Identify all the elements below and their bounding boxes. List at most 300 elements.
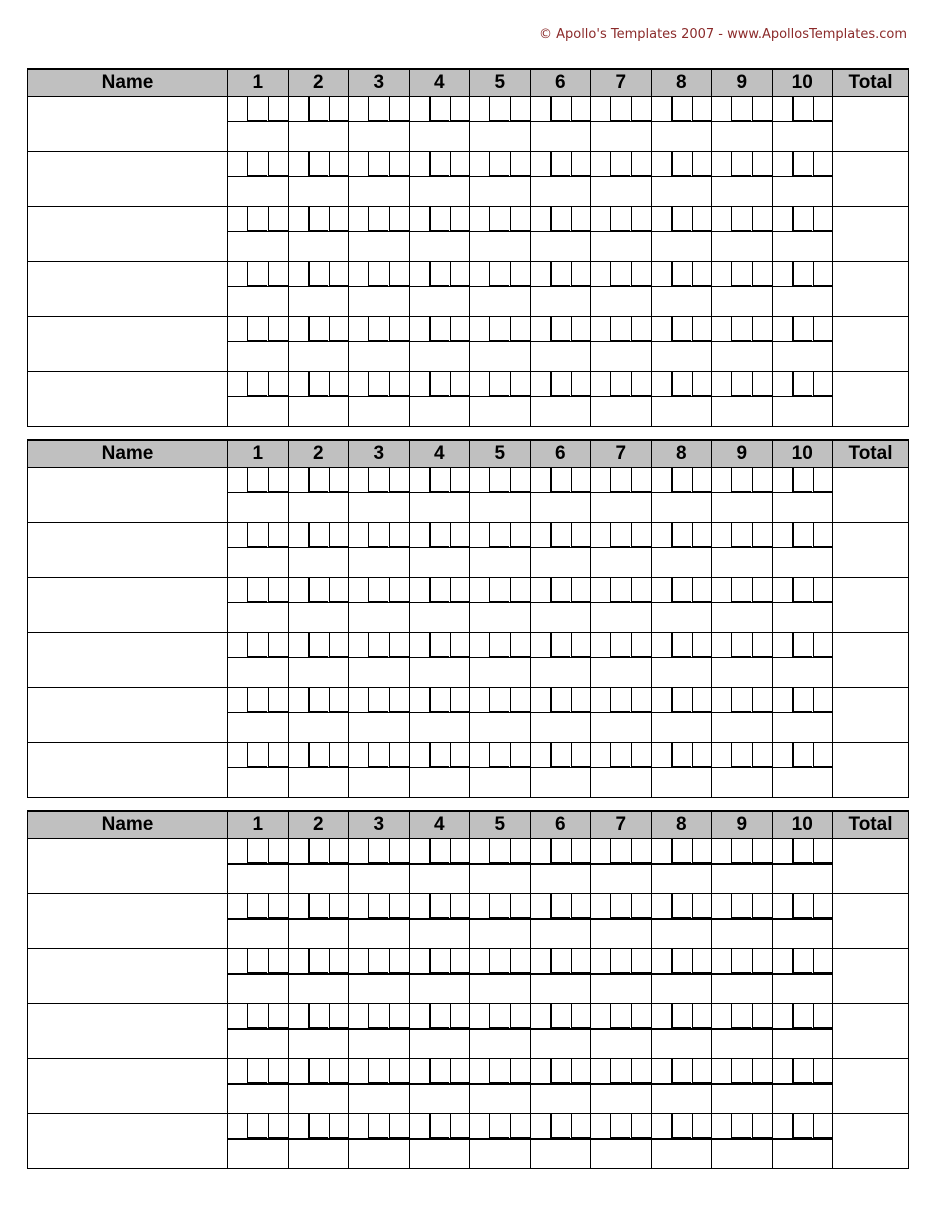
player-name-cell[interactable]	[28, 949, 228, 1004]
second-ball-box[interactable]	[329, 1004, 349, 1028]
first-ball-box[interactable]	[308, 1059, 328, 1083]
first-ball-box[interactable]	[247, 743, 267, 767]
second-ball-box[interactable]	[752, 1114, 772, 1138]
first-ball-box[interactable]	[550, 949, 570, 973]
second-ball-box[interactable]	[571, 152, 591, 176]
first-ball-box[interactable]	[731, 1004, 751, 1028]
first-ball-box[interactable]	[550, 633, 570, 657]
second-ball-box[interactable]	[692, 372, 712, 396]
first-ball-box[interactable]	[489, 949, 509, 973]
first-ball-box[interactable]	[368, 317, 388, 341]
second-ball-box[interactable]	[752, 152, 772, 176]
second-ball-box[interactable]	[692, 1114, 712, 1138]
second-ball-box[interactable]	[631, 207, 651, 231]
first-ball-box[interactable]	[550, 578, 570, 602]
total-score-cell[interactable]	[833, 1114, 909, 1169]
first-ball-box[interactable]	[429, 1004, 449, 1028]
first-ball-box[interactable]	[247, 152, 267, 176]
first-ball-box[interactable]	[247, 633, 267, 657]
second-ball-box[interactable]	[752, 578, 772, 602]
second-ball-box[interactable]	[268, 1004, 288, 1028]
total-score-cell[interactable]	[833, 688, 909, 743]
second-ball-box[interactable]	[450, 688, 470, 712]
second-ball-box[interactable]	[450, 894, 470, 918]
first-ball-box[interactable]	[671, 97, 691, 121]
first-ball-box[interactable]	[368, 633, 388, 657]
second-ball-box[interactable]	[329, 152, 349, 176]
total-score-cell[interactable]	[833, 152, 909, 207]
first-ball-box[interactable]	[792, 1059, 812, 1083]
first-ball-box[interactable]	[429, 839, 449, 863]
first-ball-box[interactable]	[368, 262, 388, 286]
first-ball-box[interactable]	[731, 152, 751, 176]
first-ball-box[interactable]	[308, 523, 328, 547]
first-ball-box[interactable]	[792, 262, 812, 286]
second-ball-box[interactable]	[510, 1114, 530, 1138]
first-ball-box[interactable]	[308, 688, 328, 712]
second-ball-box[interactable]	[571, 317, 591, 341]
first-ball-box[interactable]	[731, 523, 751, 547]
first-ball-box[interactable]	[247, 1004, 267, 1028]
second-ball-box[interactable]	[450, 633, 470, 657]
second-ball-box[interactable]	[692, 633, 712, 657]
second-ball-box[interactable]	[813, 523, 833, 547]
second-ball-box[interactable]	[329, 97, 349, 121]
first-ball-box[interactable]	[550, 97, 570, 121]
second-ball-box[interactable]	[692, 839, 712, 863]
second-ball-box[interactable]	[571, 468, 591, 492]
first-ball-box[interactable]	[368, 1059, 388, 1083]
total-score-cell[interactable]	[833, 894, 909, 949]
second-ball-box[interactable]	[571, 372, 591, 396]
first-ball-box[interactable]	[247, 468, 267, 492]
first-ball-box[interactable]	[731, 372, 751, 396]
first-ball-box[interactable]	[368, 743, 388, 767]
second-ball-box[interactable]	[631, 262, 651, 286]
first-ball-box[interactable]	[308, 839, 328, 863]
first-ball-box[interactable]	[308, 468, 328, 492]
second-ball-box[interactable]	[631, 317, 651, 341]
second-ball-box[interactable]	[692, 207, 712, 231]
second-ball-box[interactable]	[329, 468, 349, 492]
first-ball-box[interactable]	[308, 207, 328, 231]
second-ball-box[interactable]	[752, 97, 772, 121]
second-ball-box[interactable]	[268, 949, 288, 973]
second-ball-box[interactable]	[692, 578, 712, 602]
player-name-cell[interactable]	[28, 1059, 228, 1114]
first-ball-box[interactable]	[610, 1059, 630, 1083]
first-ball-box[interactable]	[489, 894, 509, 918]
first-ball-box[interactable]	[368, 578, 388, 602]
second-ball-box[interactable]	[389, 688, 409, 712]
second-ball-box[interactable]	[571, 633, 591, 657]
second-ball-box[interactable]	[389, 1004, 409, 1028]
second-ball-box[interactable]	[813, 743, 833, 767]
player-name-cell[interactable]	[28, 839, 228, 894]
second-ball-box[interactable]	[450, 468, 470, 492]
second-ball-box[interactable]	[389, 743, 409, 767]
first-ball-box[interactable]	[368, 523, 388, 547]
first-ball-box[interactable]	[247, 578, 267, 602]
second-ball-box[interactable]	[510, 578, 530, 602]
second-ball-box[interactable]	[813, 97, 833, 121]
total-score-cell[interactable]	[833, 1059, 909, 1114]
first-ball-box[interactable]	[610, 578, 630, 602]
second-ball-box[interactable]	[329, 1114, 349, 1138]
first-ball-box[interactable]	[671, 839, 691, 863]
first-ball-box[interactable]	[731, 688, 751, 712]
second-ball-box[interactable]	[268, 688, 288, 712]
total-score-cell[interactable]	[833, 207, 909, 262]
player-name-cell[interactable]	[28, 317, 228, 372]
first-ball-box[interactable]	[247, 523, 267, 547]
first-ball-box[interactable]	[792, 743, 812, 767]
first-ball-box[interactable]	[308, 372, 328, 396]
first-ball-box[interactable]	[671, 578, 691, 602]
first-ball-box[interactable]	[792, 207, 812, 231]
second-ball-box[interactable]	[510, 1004, 530, 1028]
second-ball-box[interactable]	[631, 578, 651, 602]
first-ball-box[interactable]	[247, 839, 267, 863]
second-ball-box[interactable]	[631, 633, 651, 657]
first-ball-box[interactable]	[731, 743, 751, 767]
second-ball-box[interactable]	[692, 468, 712, 492]
first-ball-box[interactable]	[429, 688, 449, 712]
first-ball-box[interactable]	[671, 1004, 691, 1028]
second-ball-box[interactable]	[692, 688, 712, 712]
second-ball-box[interactable]	[510, 949, 530, 973]
first-ball-box[interactable]	[731, 578, 751, 602]
second-ball-box[interactable]	[692, 262, 712, 286]
first-ball-box[interactable]	[308, 743, 328, 767]
second-ball-box[interactable]	[813, 468, 833, 492]
second-ball-box[interactable]	[631, 372, 651, 396]
second-ball-box[interactable]	[329, 372, 349, 396]
first-ball-box[interactable]	[308, 152, 328, 176]
first-ball-box[interactable]	[489, 468, 509, 492]
first-ball-box[interactable]	[489, 262, 509, 286]
first-ball-box[interactable]	[671, 317, 691, 341]
first-ball-box[interactable]	[429, 578, 449, 602]
first-ball-box[interactable]	[671, 152, 691, 176]
first-ball-box[interactable]	[731, 207, 751, 231]
first-ball-box[interactable]	[489, 743, 509, 767]
first-ball-box[interactable]	[671, 523, 691, 547]
second-ball-box[interactable]	[389, 1059, 409, 1083]
first-ball-box[interactable]	[247, 1059, 267, 1083]
first-ball-box[interactable]	[792, 152, 812, 176]
first-ball-box[interactable]	[610, 839, 630, 863]
first-ball-box[interactable]	[247, 317, 267, 341]
player-name-cell[interactable]	[28, 468, 228, 523]
first-ball-box[interactable]	[368, 949, 388, 973]
second-ball-box[interactable]	[329, 578, 349, 602]
first-ball-box[interactable]	[731, 1059, 751, 1083]
first-ball-box[interactable]	[610, 894, 630, 918]
second-ball-box[interactable]	[631, 152, 651, 176]
first-ball-box[interactable]	[429, 894, 449, 918]
player-name-cell[interactable]	[28, 372, 228, 427]
second-ball-box[interactable]	[813, 317, 833, 341]
first-ball-box[interactable]	[550, 1114, 570, 1138]
second-ball-box[interactable]	[813, 894, 833, 918]
first-ball-box[interactable]	[610, 688, 630, 712]
first-ball-box[interactable]	[247, 262, 267, 286]
first-ball-box[interactable]	[489, 688, 509, 712]
player-name-cell[interactable]	[28, 207, 228, 262]
first-ball-box[interactable]	[610, 523, 630, 547]
first-ball-box[interactable]	[429, 1059, 449, 1083]
first-ball-box[interactable]	[610, 743, 630, 767]
second-ball-box[interactable]	[510, 633, 530, 657]
first-ball-box[interactable]	[792, 894, 812, 918]
second-ball-box[interactable]	[571, 97, 591, 121]
second-ball-box[interactable]	[450, 1059, 470, 1083]
first-ball-box[interactable]	[550, 688, 570, 712]
first-ball-box[interactable]	[792, 839, 812, 863]
first-ball-box[interactable]	[671, 372, 691, 396]
second-ball-box[interactable]	[631, 468, 651, 492]
first-ball-box[interactable]	[429, 743, 449, 767]
second-ball-box[interactable]	[389, 1114, 409, 1138]
total-score-cell[interactable]	[833, 317, 909, 372]
first-ball-box[interactable]	[368, 152, 388, 176]
second-ball-box[interactable]	[450, 743, 470, 767]
first-ball-box[interactable]	[792, 317, 812, 341]
second-ball-box[interactable]	[813, 1114, 833, 1138]
second-ball-box[interactable]	[268, 743, 288, 767]
second-ball-box[interactable]	[329, 949, 349, 973]
first-ball-box[interactable]	[671, 633, 691, 657]
first-ball-box[interactable]	[731, 317, 751, 341]
first-ball-box[interactable]	[550, 1059, 570, 1083]
first-ball-box[interactable]	[429, 949, 449, 973]
second-ball-box[interactable]	[571, 578, 591, 602]
first-ball-box[interactable]	[368, 1004, 388, 1028]
second-ball-box[interactable]	[813, 207, 833, 231]
second-ball-box[interactable]	[510, 97, 530, 121]
first-ball-box[interactable]	[610, 372, 630, 396]
first-ball-box[interactable]	[731, 262, 751, 286]
second-ball-box[interactable]	[692, 949, 712, 973]
second-ball-box[interactable]	[692, 317, 712, 341]
second-ball-box[interactable]	[813, 633, 833, 657]
second-ball-box[interactable]	[813, 152, 833, 176]
second-ball-box[interactable]	[329, 633, 349, 657]
second-ball-box[interactable]	[329, 839, 349, 863]
second-ball-box[interactable]	[268, 1059, 288, 1083]
first-ball-box[interactable]	[368, 1114, 388, 1138]
second-ball-box[interactable]	[389, 97, 409, 121]
first-ball-box[interactable]	[308, 1004, 328, 1028]
second-ball-box[interactable]	[450, 97, 470, 121]
second-ball-box[interactable]	[692, 1004, 712, 1028]
first-ball-box[interactable]	[610, 207, 630, 231]
second-ball-box[interactable]	[389, 633, 409, 657]
second-ball-box[interactable]	[389, 894, 409, 918]
second-ball-box[interactable]	[510, 894, 530, 918]
second-ball-box[interactable]	[510, 688, 530, 712]
second-ball-box[interactable]	[450, 262, 470, 286]
first-ball-box[interactable]	[610, 633, 630, 657]
second-ball-box[interactable]	[752, 633, 772, 657]
first-ball-box[interactable]	[368, 97, 388, 121]
first-ball-box[interactable]	[429, 152, 449, 176]
first-ball-box[interactable]	[247, 372, 267, 396]
player-name-cell[interactable]	[28, 688, 228, 743]
second-ball-box[interactable]	[389, 949, 409, 973]
second-ball-box[interactable]	[571, 1059, 591, 1083]
second-ball-box[interactable]	[571, 262, 591, 286]
second-ball-box[interactable]	[329, 262, 349, 286]
second-ball-box[interactable]	[752, 523, 772, 547]
player-name-cell[interactable]	[28, 633, 228, 688]
second-ball-box[interactable]	[510, 317, 530, 341]
second-ball-box[interactable]	[450, 523, 470, 547]
first-ball-box[interactable]	[429, 97, 449, 121]
second-ball-box[interactable]	[389, 523, 409, 547]
first-ball-box[interactable]	[671, 743, 691, 767]
second-ball-box[interactable]	[813, 1004, 833, 1028]
first-ball-box[interactable]	[489, 1114, 509, 1138]
first-ball-box[interactable]	[489, 1059, 509, 1083]
first-ball-box[interactable]	[429, 468, 449, 492]
first-ball-box[interactable]	[247, 688, 267, 712]
first-ball-box[interactable]	[368, 688, 388, 712]
second-ball-box[interactable]	[571, 894, 591, 918]
first-ball-box[interactable]	[308, 633, 328, 657]
second-ball-box[interactable]	[389, 839, 409, 863]
first-ball-box[interactable]	[550, 152, 570, 176]
second-ball-box[interactable]	[268, 839, 288, 863]
second-ball-box[interactable]	[389, 372, 409, 396]
first-ball-box[interactable]	[489, 1004, 509, 1028]
first-ball-box[interactable]	[731, 839, 751, 863]
second-ball-box[interactable]	[268, 207, 288, 231]
first-ball-box[interactable]	[610, 1114, 630, 1138]
second-ball-box[interactable]	[389, 262, 409, 286]
second-ball-box[interactable]	[631, 1004, 651, 1028]
first-ball-box[interactable]	[671, 207, 691, 231]
second-ball-box[interactable]	[450, 372, 470, 396]
second-ball-box[interactable]	[268, 262, 288, 286]
first-ball-box[interactable]	[610, 1004, 630, 1028]
second-ball-box[interactable]	[389, 152, 409, 176]
second-ball-box[interactable]	[571, 743, 591, 767]
total-score-cell[interactable]	[833, 97, 909, 152]
player-name-cell[interactable]	[28, 262, 228, 317]
first-ball-box[interactable]	[731, 949, 751, 973]
second-ball-box[interactable]	[571, 1114, 591, 1138]
first-ball-box[interactable]	[792, 1114, 812, 1138]
second-ball-box[interactable]	[631, 1114, 651, 1138]
first-ball-box[interactable]	[247, 894, 267, 918]
first-ball-box[interactable]	[550, 1004, 570, 1028]
second-ball-box[interactable]	[268, 1114, 288, 1138]
first-ball-box[interactable]	[489, 839, 509, 863]
second-ball-box[interactable]	[631, 1059, 651, 1083]
first-ball-box[interactable]	[368, 468, 388, 492]
second-ball-box[interactable]	[389, 207, 409, 231]
first-ball-box[interactable]	[671, 949, 691, 973]
second-ball-box[interactable]	[268, 97, 288, 121]
second-ball-box[interactable]	[329, 1059, 349, 1083]
second-ball-box[interactable]	[450, 949, 470, 973]
second-ball-box[interactable]	[450, 1004, 470, 1028]
first-ball-box[interactable]	[792, 97, 812, 121]
second-ball-box[interactable]	[268, 894, 288, 918]
second-ball-box[interactable]	[692, 1059, 712, 1083]
player-name-cell[interactable]	[28, 97, 228, 152]
player-name-cell[interactable]	[28, 523, 228, 578]
first-ball-box[interactable]	[550, 894, 570, 918]
total-score-cell[interactable]	[833, 262, 909, 317]
first-ball-box[interactable]	[792, 468, 812, 492]
second-ball-box[interactable]	[510, 839, 530, 863]
first-ball-box[interactable]	[489, 207, 509, 231]
second-ball-box[interactable]	[510, 207, 530, 231]
first-ball-box[interactable]	[489, 317, 509, 341]
first-ball-box[interactable]	[247, 207, 267, 231]
second-ball-box[interactable]	[510, 468, 530, 492]
first-ball-box[interactable]	[308, 894, 328, 918]
second-ball-box[interactable]	[752, 468, 772, 492]
total-score-cell[interactable]	[833, 1004, 909, 1059]
second-ball-box[interactable]	[268, 468, 288, 492]
first-ball-box[interactable]	[368, 207, 388, 231]
second-ball-box[interactable]	[510, 1059, 530, 1083]
first-ball-box[interactable]	[247, 949, 267, 973]
first-ball-box[interactable]	[610, 317, 630, 341]
first-ball-box[interactable]	[671, 688, 691, 712]
first-ball-box[interactable]	[368, 839, 388, 863]
second-ball-box[interactable]	[329, 523, 349, 547]
second-ball-box[interactable]	[813, 949, 833, 973]
second-ball-box[interactable]	[813, 688, 833, 712]
second-ball-box[interactable]	[752, 1004, 772, 1028]
second-ball-box[interactable]	[813, 578, 833, 602]
second-ball-box[interactable]	[692, 894, 712, 918]
player-name-cell[interactable]	[28, 152, 228, 207]
second-ball-box[interactable]	[389, 578, 409, 602]
first-ball-box[interactable]	[550, 523, 570, 547]
total-score-cell[interactable]	[833, 743, 909, 798]
first-ball-box[interactable]	[489, 578, 509, 602]
second-ball-box[interactable]	[692, 743, 712, 767]
total-score-cell[interactable]	[833, 468, 909, 523]
second-ball-box[interactable]	[813, 372, 833, 396]
first-ball-box[interactable]	[792, 688, 812, 712]
first-ball-box[interactable]	[792, 523, 812, 547]
first-ball-box[interactable]	[368, 372, 388, 396]
total-score-cell[interactable]	[833, 949, 909, 1004]
first-ball-box[interactable]	[792, 949, 812, 973]
first-ball-box[interactable]	[610, 97, 630, 121]
first-ball-box[interactable]	[308, 262, 328, 286]
second-ball-box[interactable]	[631, 688, 651, 712]
second-ball-box[interactable]	[692, 97, 712, 121]
second-ball-box[interactable]	[450, 317, 470, 341]
second-ball-box[interactable]	[268, 317, 288, 341]
first-ball-box[interactable]	[429, 523, 449, 547]
second-ball-box[interactable]	[571, 1004, 591, 1028]
player-name-cell[interactable]	[28, 743, 228, 798]
total-score-cell[interactable]	[833, 633, 909, 688]
second-ball-box[interactable]	[510, 523, 530, 547]
second-ball-box[interactable]	[631, 949, 651, 973]
first-ball-box[interactable]	[731, 468, 751, 492]
first-ball-box[interactable]	[247, 97, 267, 121]
